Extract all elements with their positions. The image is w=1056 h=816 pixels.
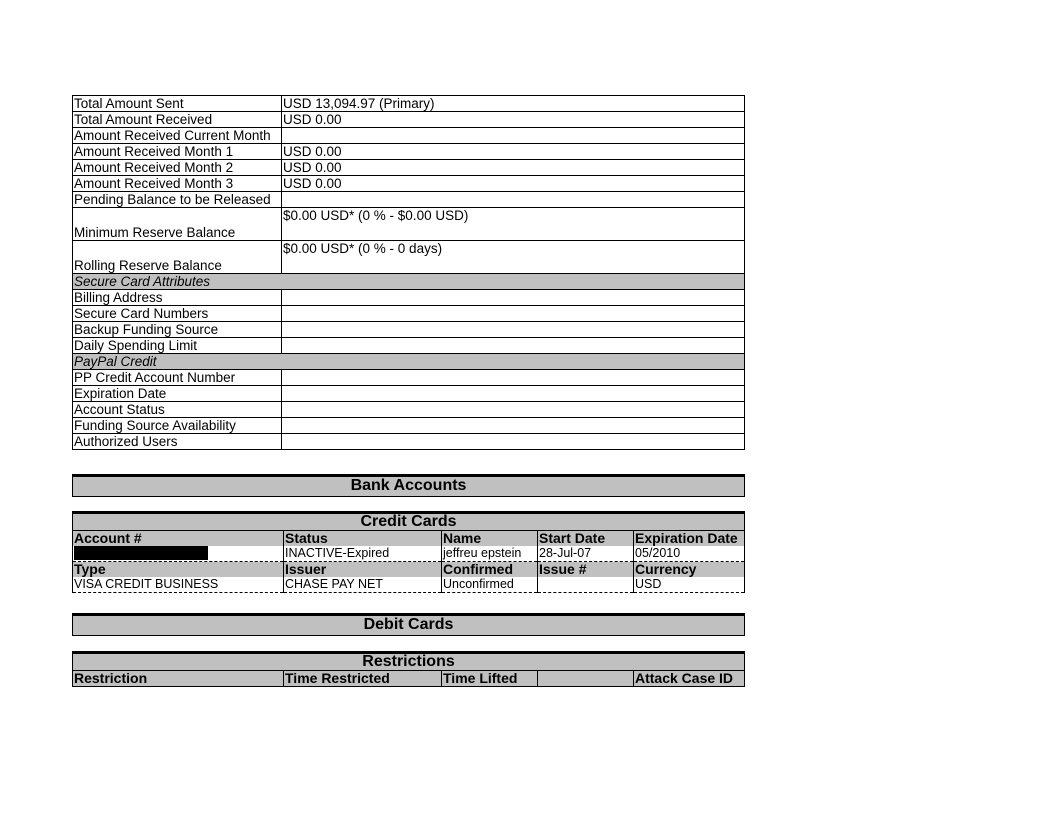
column-header: Restriction [73, 671, 284, 687]
column-header: Attack Case ID [634, 671, 745, 687]
table-row [73, 290, 745, 306]
restrictions-header: Restrictions [72, 651, 745, 671]
row-value [282, 386, 745, 402]
row-label: Rolling Reserve Balance [73, 241, 282, 274]
table-row [73, 546, 745, 562]
table-row [73, 322, 745, 338]
table-row [73, 208, 745, 241]
row-value [282, 290, 745, 306]
table-row [73, 241, 745, 274]
row-label: Authorized Users [73, 434, 282, 450]
row-value [282, 128, 745, 144]
column-header: Expiration Date [634, 531, 745, 546]
row-value [282, 418, 745, 434]
row-value: USD 0.00 [282, 160, 745, 176]
row-label: Pending Balance to be Released [73, 192, 282, 208]
column-header: Issuer [284, 562, 442, 578]
row-value [282, 322, 745, 338]
bank-accounts-header: Bank Accounts [72, 474, 745, 497]
table-header-row [73, 671, 745, 687]
row-label: Amount Received Month 3 [73, 176, 282, 192]
row-label: Backup Funding Source [73, 322, 282, 338]
row-value: USD 0.00 [282, 176, 745, 192]
name-cell: jeffreu epstein [442, 546, 538, 562]
column-header: Time Lifted [442, 671, 538, 687]
row-value [282, 306, 745, 322]
row-label: Account Status [73, 402, 282, 418]
account-summary-table [72, 95, 745, 450]
row-value [282, 192, 745, 208]
row-value: $0.00 USD* (0 % - $0.00 USD) [282, 208, 745, 241]
issue-number-cell [538, 577, 634, 593]
table-row [73, 160, 745, 176]
table-row [73, 112, 745, 128]
column-header: Status [284, 531, 442, 546]
type-cell: VISA CREDIT BUSINESS [73, 577, 284, 593]
start-date-cell: 28-Jul-07 [538, 546, 634, 562]
account-number-cell [73, 546, 284, 562]
row-label: Expiration Date [73, 386, 282, 402]
row-label: Daily Spending Limit [73, 338, 282, 354]
row-label: Minimum Reserve Balance [73, 208, 282, 241]
column-header: Start Date [538, 531, 634, 546]
row-value: USD 0.00 [282, 112, 745, 128]
confirmed-cell: Unconfirmed [442, 577, 538, 593]
table-row [73, 577, 745, 593]
column-header: Currency [634, 562, 745, 578]
row-value [282, 338, 745, 354]
restrictions-table [72, 671, 745, 687]
table-row [73, 128, 745, 144]
redaction-block [74, 546, 208, 560]
debit-cards-header: Debit Cards [72, 613, 745, 636]
row-value: USD 0.00 [282, 144, 745, 160]
status-cell: INACTIVE-Expired [284, 546, 442, 562]
row-label: Amount Received Month 2 [73, 160, 282, 176]
row-label: Total Amount Sent [73, 96, 282, 112]
row-value [282, 434, 745, 450]
row-value [282, 370, 745, 386]
table-row [73, 192, 745, 208]
row-label: PP Credit Account Number [73, 370, 282, 386]
expiration-date-cell: 05/2010 [634, 546, 745, 562]
credit-cards-table [72, 531, 745, 593]
table-row [73, 144, 745, 160]
section-title: Secure Card Attributes [73, 274, 745, 290]
column-header: Issue # [538, 562, 634, 578]
row-label: Amount Received Month 1 [73, 144, 282, 160]
section-header-secure-card [73, 274, 745, 290]
table-row [73, 386, 745, 402]
section-header-paypal-credit [73, 354, 745, 370]
row-label: Amount Received Current Month [73, 128, 282, 144]
table-row [73, 96, 745, 112]
currency-cell: USD [634, 577, 745, 593]
row-label: Funding Source Availability [73, 418, 282, 434]
row-label: Total Amount Received [73, 112, 282, 128]
table-row [73, 370, 745, 386]
column-header: Name [442, 531, 538, 546]
section-title: PayPal Credit [73, 354, 745, 370]
table-row [73, 402, 745, 418]
table-header-row [73, 562, 745, 578]
credit-cards-header: Credit Cards [72, 511, 745, 531]
issuer-cell: CHASE PAY NET [284, 577, 442, 593]
row-label: Billing Address [73, 290, 282, 306]
table-row [73, 176, 745, 192]
row-value: $0.00 USD* (0 % - 0 days) [282, 241, 745, 274]
table-header-row [73, 531, 745, 546]
table-row [73, 434, 745, 450]
column-header [538, 671, 634, 687]
table-row [73, 418, 745, 434]
column-header: Confirmed [442, 562, 538, 578]
table-row [73, 338, 745, 354]
table-row [73, 306, 745, 322]
row-value [282, 402, 745, 418]
row-value: USD 13,094.97 (Primary) [282, 96, 745, 112]
column-header: Account # [73, 531, 284, 546]
row-label: Secure Card Numbers [73, 306, 282, 322]
column-header: Time Restricted [284, 671, 442, 687]
column-header: Type [73, 562, 284, 578]
